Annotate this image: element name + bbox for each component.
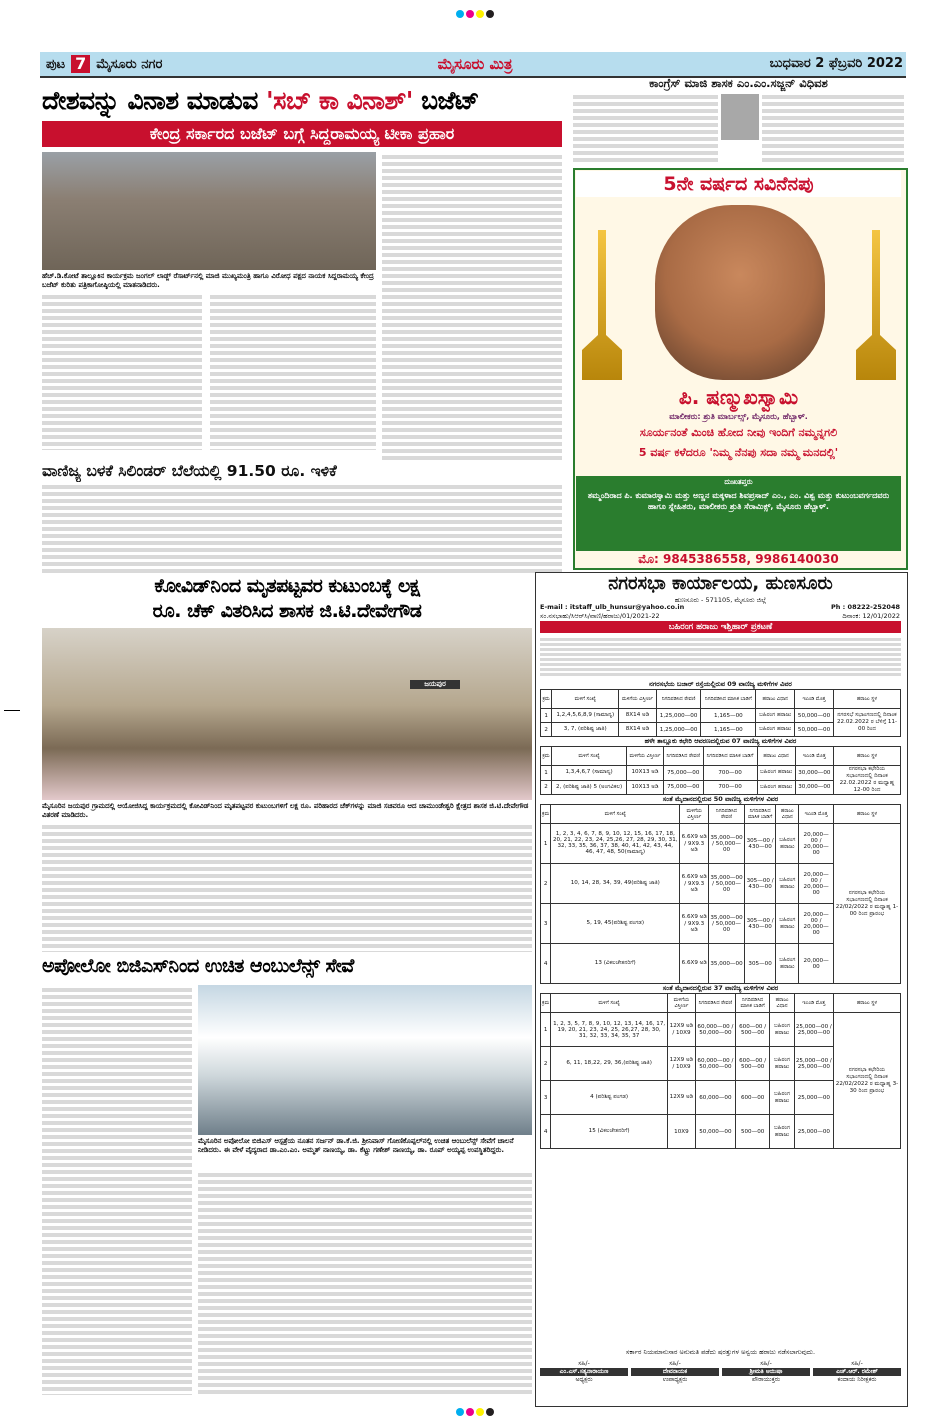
- table-header-cell: ಹರಾಜು ವಿಧಾನ: [770, 994, 794, 1013]
- table-cell-emd: 25,000—00 / 25,000—00: [794, 1047, 833, 1081]
- ad-tribute-line1: ಸೂರ್ಯನಂತೆ ಮಿಂಚಿ ಹೋದ ನೀವು ಇಂದಿಗೆ ನಮ್ಮನ್ನಗಲಿ: [639, 426, 838, 439]
- lead-headline-b: 'ಸಬ್ ಕಾ ವಿನಾಶ್': [266, 86, 413, 115]
- table-cell-shop: 10, 14, 28, 34, 39, 49(ಪರಿಶಿಷ್ಟ ಜಾತಿ): [551, 864, 680, 904]
- lead-headline: [42, 86, 562, 116]
- lead-headline-a: ದೇಶವನ್ನು ವಿನಾಶ ಮಾಡುವ: [42, 86, 267, 115]
- table-header-cell: ನಿಗದಿಪಡಿಸಿದ ಠೇವಣಿ: [663, 747, 703, 766]
- table-cell-mode: ಬಹಿರಂಗ ಹರಾಜು: [770, 1081, 794, 1115]
- table-cell-deposit: 75,000—00: [663, 766, 703, 781]
- table-cell-mode: ಬಹಿರಂಗ ಹರಾಜು: [770, 1047, 794, 1081]
- issue-date: ಬುಧವಾರ 2 ಫೆಬ್ರವರಿ 2022: [769, 56, 903, 71]
- notice-ref: ಸಂ.ನಸಭಾಹು/ಸಿಆರ್‌ಸಿ/ವಾಣಿ/ಹರಾಜು/01/2021-22: [540, 612, 660, 620]
- table-cell-size: 10X13 ಅಡಿ: [627, 766, 664, 781]
- table-cell-size: 6.6X9 ಅಡಿ / 9X9.3 ಅಡಿ: [680, 864, 709, 904]
- notice-section-2: ಹಳೇ ತಾಲ್ಲೂಕು ಕಛೇರಿ ಆವರಣದಲ್ಲಿರುವ 07 ವಾಣಿಜ್ಯ ಮಳಿಗೆಗಳ ವಿವರ: [644, 737, 797, 745]
- swatch-magenta: [466, 1408, 474, 1416]
- table-cell-shop: 3, 7, (ಪರಿಶಿಷ್ಟ ಜಾತಿ): [552, 723, 619, 737]
- covid-photo: [42, 628, 532, 800]
- table-cell-no: 1: [541, 709, 552, 723]
- table-cell-deposit: 1,25,000—00: [656, 723, 701, 737]
- table-header-cell: ಮಳಿಗೆ ಸಂಖ್ಯೆ: [551, 994, 668, 1013]
- page-label: [46, 55, 162, 73]
- table-header-cell: ಹರಾಜು ವಿಧಾನ: [757, 747, 795, 766]
- table-row: [541, 824, 901, 864]
- notice-footer-note: ಸರ್ಕಾರ ನಿಯಮಾನುಸಾರ ಅನುಮತಿ ಪಡೆದು ಷರತ್ತುಗಳ ಅನ್ವಯ ಹರಾಜು ನಡೆಸಲಾಗುವುದು.: [625, 1348, 816, 1356]
- signature-label: ಸಹಿ/-: [669, 1360, 681, 1367]
- table-header-cell: ಹರಾಜು ಸ್ಥಳ: [834, 805, 901, 824]
- table-cell-rent: 600—00 / 500—00: [735, 1047, 769, 1081]
- signature-title: ಉಪಾಧ್ಯಕ್ಷರು: [662, 1376, 688, 1383]
- table-header-cell: ನಿಗದಿಪಡಿಸಿದ ಠೇವಣಿ: [695, 994, 735, 1013]
- page-number: 7: [71, 55, 90, 73]
- covid-caption: ಮೈಸೂರಿನ ಜಯಪುರ ಗ್ರಾಮದಲ್ಲಿ ಆಯೋಜಿಸಿದ್ದ ಕಾರ್ಯಕ್ರಮದಲ್ಲಿ ಕೋವಿಡ್‌ನಿಂದ ಮೃತಪಟ್ಟವರ ಕುಟುಂಬಗಳಿಗೆ ಲಕ್ಷ ರೂ. ಪರಿಹಾರದ ಚೆಕ್‌ಗಳನ್ನು ಮಾಜಿ ಸಚಿವರೂ ಆದ ಚಾಮುಂಡೇಶ್ವರಿ ಕ್ಷೇತ್ರದ ಶಾಸಕ ಜಿ.ಟಿ.ದೇವೇಗೌಡ ವಿತರಣೆ ಮಾಡಿದರು.: [42, 802, 529, 819]
- lead-photo: [42, 152, 376, 270]
- signature-name: ದೇವನಾಯಕ: [631, 1368, 719, 1376]
- table-cell-shop: 5, 19, 45(ಪರಿಶಿಷ್ಟ ಪಂಗಡ): [551, 904, 680, 944]
- table-cell-no: 1: [541, 824, 551, 864]
- table-cell-rent: 600—00: [735, 1081, 769, 1115]
- table-cell-shop: 13 (ವಿಕಲಚೇತನರಿಗೆ): [551, 944, 680, 984]
- notice-table-3: [540, 804, 901, 984]
- table-cell-size: 8X14 ಅಡಿ: [619, 723, 657, 737]
- lead-body-right: [382, 152, 562, 462]
- table-cell-shop: 1,2,4,5,6,8,9 (ಸಾಮಾನ್ಯ): [552, 709, 619, 723]
- table-header-cell: ಇಎಂಡಿ ಮೊತ್ತ: [795, 690, 834, 709]
- table-header-cell: ನಿಗದಿಪಡಿಸಿದ ಮಾಸಿಕ ಬಾಡಿಗೆ: [701, 690, 756, 709]
- swatch-magenta: [466, 10, 474, 18]
- table-cell-deposit: 50,000—00: [695, 1115, 735, 1149]
- table-cell-shop: 1, 2, 3, 4, 6, 7, 8, 9, 10, 12, 15, 16, 17, 18, 20, 21, 22, 23, 24, 25,26, 27, 28, 29, 30, 31, 32, 33, 35, 36, 37, 38, 40, 41, 42, 43, 44, 46, 47, 48, 50(ಸಾಮಾನ್ಯ): [551, 824, 680, 864]
- table-header-cell: ಮಳಿಗೆ ಸಂಖ್ಯೆ: [551, 805, 680, 824]
- table-cell-mode: ಬಹಿರಂಗ ಹರಾಜು: [776, 864, 799, 904]
- table-cell-size: 8X14 ಅಡಿ: [619, 709, 657, 723]
- swatch-black: [486, 1408, 494, 1416]
- table-cell-no: 2: [541, 864, 551, 904]
- lead-subheadline: ಕೇಂದ್ರ ಸರ್ಕಾರದ ಬಜೆಟ್ ಬಗ್ಗೆ ಸಿದ್ದರಾಮಯ್ಯ ಟೀಕಾ ಪ್ರಹಾರ: [42, 121, 562, 147]
- signature-title: ಪೌರಾಯುಕ್ತರು: [752, 1376, 780, 1383]
- table-cell-mode: ಬಹಿರಂಗ ಹರಾಜು: [776, 904, 799, 944]
- table-cell-emd: 30,000—00: [795, 766, 833, 781]
- signature-label: ಸಹಿ/-: [578, 1360, 590, 1367]
- table-cell-emd: 20,000—00: [799, 944, 834, 984]
- notice-section-1: ನಗರಸಭೆಯ ಬಜಾರ್ ರಸ್ತೆಯಲ್ಲಿರುವ 09 ವಾಣಿಜ್ಯ ಮಳಿಗೆಗಳ ವಿವರ: [649, 680, 792, 688]
- notice-section-4: ಸಂತೆ ಮೈದಾನದಲ್ಲಿರುವ 37 ವಾಣಿಜ್ಯ ಮಳಿಗೆಗಳ ವಿವರ: [662, 984, 779, 992]
- table-cell-rent: 305—00: [744, 944, 775, 984]
- table-cell-emd: 30,000—00: [795, 780, 833, 795]
- crop-mark-left: [4, 710, 20, 711]
- table-cell-mode: ಬಹಿರಂಗ ಹರಾಜು: [770, 1115, 794, 1149]
- notice-email: E-mail : itstaff_ulb_hunsur@yahoo.co.in: [540, 603, 685, 611]
- notice-phone: Ph : 08222-252048: [831, 603, 900, 611]
- table-cell-no: 2: [541, 1047, 551, 1081]
- table-cell-rent: 305—00 / 430—00: [744, 864, 775, 904]
- table-cell-rent: 305—00 / 430—00: [744, 824, 775, 864]
- notice-table-2: [540, 746, 901, 795]
- table-cell-size: 12X9 ಅಡಿ / 10X9: [668, 1047, 696, 1081]
- ad-title: 5ನೇ ವರ್ಷದ ಸವಿನೆನಪು: [576, 171, 901, 197]
- table-cell-size: 6.6X9 ಅಡಿ: [680, 944, 709, 984]
- table-cell-rent: 1,165—00: [701, 723, 756, 737]
- table-header-cell: ಮಳಿಗೆಯ ವಿಸ್ತೀರ್ಣ: [680, 805, 709, 824]
- table-cell-deposit: 35,000—00: [709, 944, 745, 984]
- signature-block: [540, 1360, 628, 1384]
- lead-body-mid: [210, 292, 376, 450]
- signature-block: [722, 1360, 810, 1384]
- ad-tribute-line2: 5 ವರ್ಷ ಕಳೆದರೂ 'ನಿಮ್ಮ ನೆನಪು ಸದಾ ನಮ್ಮ ಮನದಲ್ಲಿ': [638, 446, 839, 459]
- table-cell-emd: 50,000—00: [795, 709, 834, 723]
- table-header-cell: ನಿಗದಿಪಡಿಸಿದ ಠೇವಣಿ: [709, 805, 745, 824]
- ambulance-headline: ಅಪೋಲೋ ಬಿಜಿಎಸ್‌ನಿಂದ ಉಚಿತ ಆಂಬುಲೆನ್ಸ್ ಸೇವೆ: [42, 955, 354, 977]
- registration-marks-top: [420, 10, 530, 20]
- signature-name: ಶ್ರೀಮತಿ ಆಯಿಷಾ: [722, 1368, 810, 1376]
- swatch-cyan: [456, 10, 464, 18]
- ambulance-body-left: [42, 985, 192, 1395]
- covid-body: [42, 822, 532, 952]
- notice-dated: ದಿನಾಂಕ: 12/01/2022: [842, 612, 900, 620]
- registration-marks-bottom: [420, 1408, 530, 1418]
- table-row: [541, 709, 901, 723]
- lpg-body: [42, 482, 562, 574]
- table-cell-rent: 600—00 / 500—00: [735, 1013, 769, 1047]
- table-cell-no: 3: [541, 1081, 551, 1115]
- table-cell-shop: 6, 11, 18,22, 29, 36,(ಪರಿಶಿಷ್ಟ ಜಾತಿ): [551, 1047, 668, 1081]
- table-cell-emd: 50,000—00: [795, 723, 834, 737]
- table-cell-deposit: 35,000—00 / 50,000—00: [709, 864, 745, 904]
- table-header-cell: ಇಎಂಡಿ ಮೊತ್ತ: [795, 747, 833, 766]
- table-header-cell: ಇಎಂಡಿ ಮೊತ್ತ: [799, 805, 834, 824]
- table-cell-emd: 20,000—00 / 20,000—00: [799, 824, 834, 864]
- lpg-headline: ವಾಣಿಜ್ಯ ಬಳಕೆ ಸಿಲಿಂಡರ್ ಬೆಲೆಯಲ್ಲಿ 91.50 ರೂ. ಇಳಿಕೆ: [42, 462, 337, 480]
- table-cell-shop: 2, (ಪರಿಶಿಷ್ಟ ಜಾತಿ) 5 (ಅಂಗವಿಕಲ): [552, 780, 627, 795]
- table-cell-deposit: 60,000—00: [695, 1081, 735, 1115]
- signature-name: ಎಚ್.ಆರ್. ರಮೇಶ್: [813, 1368, 901, 1376]
- table-cell-no: 4: [541, 944, 551, 984]
- table-cell-rent: 700—00: [703, 780, 757, 795]
- table-cell-rent: 305—00 / 430—00: [744, 904, 775, 944]
- signature-label: ಸಹಿ/-: [760, 1360, 772, 1367]
- table-cell-size: 10X13 ಅಡಿ: [627, 780, 664, 795]
- lead-photo-caption: ಹೆಚ್.ಡಿ.ಕೋಟೆ ತಾಲ್ಲೂಕಿನ ಕಾರ್ಯಕ್ರಮ ಜಂಗಲ್ ಲಾಡ್ಜ್ ರೆಸಾರ್ಟ್‌ನಲ್ಲಿ ಮಾಜಿ ಮುಖ್ಯಮಂತ್ರಿ ಹಾಗೂ ವಿರೋಧ ಪಕ್ಷದ ನಾಯಕ ಸಿದ್ದರಾಮಯ್ಯ ಕೇಂದ್ರ ಬಜೆಟ್ ಕುರಿತು ಪತ್ರಿಕಾಗೋಷ್ಠಿಯಲ್ಲಿ ಮಾತನಾಡಿದರು.: [42, 272, 374, 289]
- table-cell-emd: 20,000—00 / 20,000—00: [799, 864, 834, 904]
- ad-portrait: [655, 205, 825, 380]
- table-header-cell: ನಿಗದಿಪಡಿಸಿದ ಠೇವಣಿ: [656, 690, 701, 709]
- ad-person-name: ಪಿ. ಷಣ್ಮುಖಸ್ವಾಮಿ: [678, 385, 799, 409]
- table-cell-no: 4: [541, 1115, 551, 1149]
- signature-block: [631, 1360, 719, 1384]
- table-header-cell: ಕ್ರಮ: [541, 747, 552, 766]
- lead-body-left: [42, 292, 202, 450]
- table-header-cell: ಮಳಿಗೆಯ ವಿಸ್ತೀರ್ಣ: [619, 690, 657, 709]
- ad-mourners-label: ದುಃಖತಪ್ತರು: [724, 478, 753, 486]
- notice-signatures: [540, 1360, 901, 1384]
- notice-heading: ಬಹಿರಂಗ ಹರಾಜು ಇಶ್ತಿಹಾರ್ ಪ್ರಕಟಣೆ: [540, 621, 901, 633]
- notice-place: ಹುಣಸೂರು - 571105, ಮೈಸೂರು ಜಿಲ್ಲೆ: [674, 596, 767, 604]
- table-cell-venue: ನಗರಸಭಾ ಕಛೇರಿಯ ಸಭಾಂಗಣದಲ್ಲಿ ದಿನಾಂಕ 22/02/2022 ರ ಮಧ್ಯಾಹ್ನ 1-00 ರಿಂದ ಪ್ರಾರಂಭ: [834, 824, 901, 984]
- side-brief-title: ಕಾಂಗ್ರೆಸ್ ಮಾಜಿ ಶಾಸಕ ಎಂ.ಎಂ.ಸಜ್ಜನ್ ವಿಧಿವಶ: [649, 76, 828, 90]
- notice-table-1: [540, 689, 901, 737]
- ambulance-body-right: [198, 1170, 532, 1395]
- table-cell-no: 2: [541, 780, 552, 795]
- table-cell-mode: ಬಹಿರಂಗ ಹರಾಜು: [770, 1013, 794, 1047]
- signature-title: ಅಧ್ಯಕ್ಷರು: [575, 1376, 593, 1383]
- table-header-cell: ನಿಗದಿಪಡಿಸಿದ ಮಾಸಿಕ ಬಾಡಿಗೆ: [735, 994, 769, 1013]
- table-header-cell: ಹರಾಜು ಸ್ಥಳ: [834, 994, 901, 1013]
- table-cell-emd: 25,000—00 / 25,000—00: [794, 1013, 833, 1047]
- table-cell-no: 2: [541, 723, 552, 737]
- ad-mourners-text: ತಮ್ಮಂದಿರಾದ ಪಿ. ಕುಮಾರಸ್ವಾಮಿ ಮತ್ತು ಅಣ್ಣನ ಮಕ್ಕಳಾದ ಶಿವಪ್ರಸಾದ್ ಎಂ., ಎಂ. ವಿಶ್ವ ಮತ್ತು ಕುಟುಂಬವರ್ಗದವರು ಹಾಗೂ ಸ್ನೇಹಿತರು, ಮಾಲೀಕರು ಶ್ರುತಿ ಸೆರಾಮಿಕ್ಸ್, ಮೈಸೂರು ಹೆಬ್ಬಾಳ್.: [587, 491, 890, 511]
- table-header-cell: ಹರಾಜು ವಿಧಾನ: [756, 690, 795, 709]
- table-cell-deposit: 35,000—00 / 50,000—00: [709, 904, 745, 944]
- table-cell-no: 1: [541, 1013, 551, 1047]
- ad-phone: ಮೊ: 9845386558, 9986140030: [638, 552, 839, 566]
- page-prefix: ಪುಟ: [46, 56, 66, 72]
- side-brief-body: [573, 92, 718, 162]
- covid-headline-2: ರೂ. ಚೆಕ್ ವಿತರಿಸಿದ ಶಾಸಕ ಜಿ.ಟಿ.ದೇವೇಗೌಡ: [152, 600, 422, 622]
- table-cell-no: 3: [541, 904, 551, 944]
- table-header-cell: ಮಳಿಗೆಯ ವಿಸ್ತೀರ್ಣ: [668, 994, 696, 1013]
- table-cell-deposit: 1,25,000—00: [656, 709, 701, 723]
- table-cell-shop: 15 (ವಿಕಲಚೇತನರಿಗೆ): [551, 1115, 668, 1149]
- signature-name: ಎಂ.ಎಸ್.ಸತ್ಯನಾರಾಯಣ: [540, 1368, 628, 1376]
- table-cell-venue: ನಗರಸಭಾ ಕಛೇರಿಯ ಸಭಾಂಗಣದಲ್ಲಿ ದಿನಾಂಕ 22/02/2022 ರ ಮಧ್ಯಾಹ್ನ 3-30 ರಿಂದ ಪ್ರಾರಂಭ: [834, 1013, 901, 1149]
- ambulance-caption: ಮೈಸೂರಿನ ಅಪೋಲೋ ಬಿಜಿಎಸ್ ಆಸ್ಪತ್ರೆಯ ನೂತನ ಸರ್ಜನ್ ಡಾ.ಕೆ.ಜಿ. ಶ್ರೀನಿವಾಸ್ ಗೋಣಿಕೊಪ್ಪಲ್‌ನಲ್ಲಿ ಉಚಿತ ಆಂಬುಲೆನ್ಸ್ ಸೇವೆಗೆ ಚಾಲನೆ ನೀಡಿದರು. ಈ ವೇಳೆ ವೈದ್ಯರಾದ ಡಾ.ಎಂ.ಎಂ. ಅಮ್ಮತ್ ನಾಣಯ್ಯ, ಡಾ. ಕೆಟ್ಟ್ರು ಗಣೇಶ್ ನಾಣಯ್ಯ, ಡಾ. ರೂಪ್ ಅಯ್ಯಪ್ಪ ಉಪಸ್ಥಿತರಿದ್ದರು.: [198, 1137, 514, 1154]
- table-header-cell: ಹರಾಜು ವಿಧಾನ: [776, 805, 799, 824]
- notice-intro: [540, 636, 901, 678]
- paper-name: ಮೈಸೂರು ಮಿತ್ರ: [437, 55, 513, 73]
- table-cell-mode: ಬಹಿರಂಗ ಹರಾಜು: [757, 780, 795, 795]
- table-cell-mode: ಬಹಿರಂಗ ಹರಾಜು: [776, 944, 799, 984]
- side-brief-photo: [721, 94, 759, 140]
- table-header-cell: ನಿಗದಿಪಡಿಸಿದ ಮಾಸಿಕ ಬಾಡಿಗೆ: [703, 747, 757, 766]
- table-cell-mode: ಬಹಿರಂಗ ಹರಾಜು: [756, 709, 795, 723]
- table-header-cell: ಕ್ರಮ: [541, 690, 552, 709]
- side-brief-body-2: [762, 92, 904, 162]
- table-cell-size: 6.6X9 ಅಡಿ / 9X9.3 ಅಡಿ: [680, 904, 709, 944]
- table-cell-deposit: 60,000—00 / 50,000—00: [695, 1047, 735, 1081]
- table-cell-deposit: 75,000—00: [663, 780, 703, 795]
- swatch-yellow: [476, 1408, 484, 1416]
- table-header-cell: ನಿಗದಿಪಡಿಸಿದ ಮಾಸಿಕ ಬಾಡಿಗೆ: [744, 805, 775, 824]
- table-cell-size: 6.6X9 ಅಡಿ / 9X9.3 ಅಡಿ: [680, 824, 709, 864]
- notice-tables: [540, 680, 901, 1149]
- section-name: ಮೈಸೂರು ನಗರ: [96, 56, 163, 72]
- swatch-yellow: [476, 10, 484, 18]
- table-header-cell: ಹರಾಜು ಸ್ಥಳ: [834, 690, 901, 709]
- signature-label: ಸಹಿ/-: [851, 1360, 863, 1367]
- covid-photo-sign: ಜಯಪುರ: [410, 680, 460, 689]
- table-cell-no: 1: [541, 766, 552, 781]
- table-cell-size: 12X9 ಅಡಿ: [668, 1081, 696, 1115]
- table-cell-emd: 25,000—00: [794, 1081, 833, 1115]
- table-cell-size: 12X9 ಅಡಿ / 10X9: [668, 1013, 696, 1047]
- swatch-black: [486, 10, 494, 18]
- ad-mourners-band: [576, 476, 901, 551]
- table-header-cell: ಕ್ರಮ: [541, 994, 551, 1013]
- table-cell-rent: 1,165—00: [701, 709, 756, 723]
- table-row: [541, 766, 901, 781]
- ad-owner: ಮಾಲೀಕರು: ಶ್ರುತಿ ಮಾರ್ಬಲ್ಸ್, ಮೈಸೂರು, ಹೆಬ್ಬಾಳ್.: [669, 412, 808, 421]
- table-cell-deposit: 35,000—00 / 50,000—00: [709, 824, 745, 864]
- covid-headline-1: ಕೋವಿಡ್‌ನಿಂದ ಮೃತಪಟ್ಟವರ ಕುಟುಂಬಕ್ಕೆ ಲಕ್ಷ: [154, 575, 420, 597]
- table-cell-rent: 700—00: [703, 766, 757, 781]
- table-cell-venue: ನಗರಸಭೆ ಸಭಾಂಗಣದಲ್ಲಿ ದಿನಾಂಕ 22.02.2022 ರ ಬೆಳಿಗ್ಗೆ 11-00 ರಿಂದ: [834, 709, 901, 737]
- table-header-cell: ಹರಾಜು ಸ್ಥಳ: [834, 747, 901, 766]
- lead-headline-c: ಬಜೆಟ್: [412, 86, 479, 115]
- table-header-cell: ಇಎಂಡಿ ಮೊತ್ತ: [794, 994, 833, 1013]
- table-cell-rent: 500—00: [735, 1115, 769, 1149]
- table-cell-mode: ಬಹಿರಂಗ ಹರಾಜು: [757, 766, 795, 781]
- table-header-cell: ಮಳಿಗೆ ಸಂಖ್ಯೆ: [552, 747, 627, 766]
- table-cell-mode: ಬಹಿರಂಗ ಹರಾಜು: [756, 723, 795, 737]
- table-cell-shop: 4 (ಪರಿಶಿಷ್ಟ ಪಂಗಡ): [551, 1081, 668, 1115]
- signature-block: [813, 1360, 901, 1384]
- table-cell-emd: 20,000—00 / 20,000—00: [799, 904, 834, 944]
- notice-section-3: ಸಂತೆ ಮೈದಾನದಲ್ಲಿರುವ 50 ವಾಣಿಜ್ಯ ಮಳಿಗೆಗಳ ವಿವರ: [662, 795, 779, 803]
- table-cell-size: 10X9: [668, 1115, 696, 1149]
- table-header-cell: ಮಳಿಗೆಯ ವಿಸ್ತೀರ್ಣ: [627, 747, 664, 766]
- table-header-cell: ಮಳಿಗೆ ಸಂಖ್ಯೆ: [552, 690, 619, 709]
- table-cell-emd: 25,000—00: [794, 1115, 833, 1149]
- table-cell-venue: ನಗರಸಭಾ ಕಛೇರಿಯ ಸಭಾಂಗಣದಲ್ಲಿ ದಿನಾಂಕ 22.02.2022 ರ ಮಧ್ಯಾಹ್ನ 12-00 ರಿಂದ: [834, 766, 901, 795]
- swatch-cyan: [456, 1408, 464, 1416]
- table-cell-deposit: 60,000—00 / 50,000—00: [695, 1013, 735, 1047]
- signature-title: ಕಂದಾಯ ನಿರೀಕ್ಷಕರು: [837, 1376, 877, 1383]
- table-cell-mode: ಬಹಿರಂಗ ಹರಾಜು: [776, 824, 799, 864]
- notice-office: ನಗರಸಭಾ ಕಾರ್ಯಾಲಯ, ಹುಣಸೂರು: [608, 573, 833, 594]
- table-header-cell: ಕ್ರಮ: [541, 805, 551, 824]
- notice-table-4: [540, 993, 901, 1149]
- table-cell-shop: 1, 2, 3, 5, 7, 8, 9, 10, 12, 13, 14, 16, 17, 19, 20, 21, 23, 24, 25, 26,27, 28, 30, 31, 32, 33, 34, 35, 37: [551, 1013, 668, 1047]
- table-cell-shop: 1,3,4,6,7 (ಸಾಮಾನ್ಯ): [552, 766, 627, 781]
- table-row: [541, 1013, 901, 1047]
- ambulance-photo: [198, 985, 532, 1135]
